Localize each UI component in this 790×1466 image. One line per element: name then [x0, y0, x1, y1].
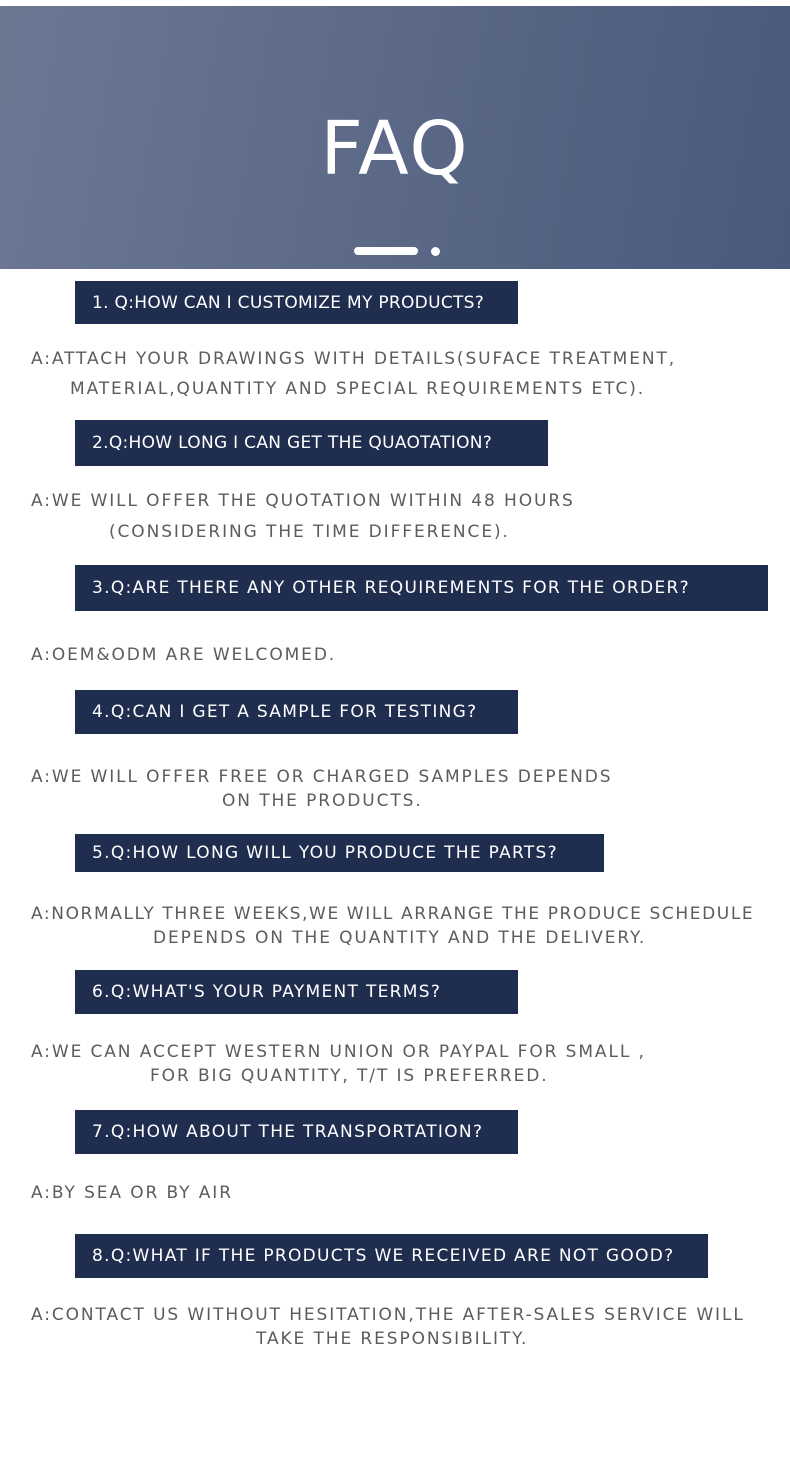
- page-title: FAQ: [320, 106, 470, 192]
- faq-question-6: 6.Q:WHAT'S YOUR PAYMENT TERMS?: [75, 970, 518, 1014]
- faq-question-5: 5.Q:HOW LONG WILL YOU PRODUCE THE PARTS?: [75, 834, 604, 872]
- faq-answer-8-line-1: A:CONTACT US WITHOUT HESITATION,THE AFTER-SALES SERVICE WILL: [31, 1305, 745, 1325]
- faq-answer-2-line-2: (CONSIDERING THE TIME DIFFERENCE).: [109, 522, 510, 542]
- faq-answer-7-line-1: A:BY SEA OR BY AIR: [31, 1183, 233, 1203]
- faq-answer-1-line-1: A:ATTACH YOUR DRAWINGS WITH DETAILS(SUFACE TREATMENT,: [31, 349, 677, 369]
- faq-answer-6-line-1: A:WE CAN ACCEPT WESTERN UNION OR PAYPAL FOR SMALL ,: [31, 1042, 646, 1062]
- faq-answer-5-line-1: A:NORMALLY THREE WEEKS,WE WILL ARRANGE THE PRODUCE SCHEDULE: [31, 904, 755, 924]
- faq-answer-4-line-1: A:WE WILL OFFER FREE OR CHARGED SAMPLES DEPENDS: [31, 767, 613, 787]
- faq-answer-4-line-2: ON THE PRODUCTS.: [222, 791, 423, 811]
- faq-answer-2-line-1: A:WE WILL OFFER THE QUOTATION WITHIN 48 HOURS: [31, 491, 575, 511]
- faq-question-1: 1. Q:HOW CAN I CUSTOMIZE MY PRODUCTS?: [75, 281, 518, 324]
- faq-question-2: 2.Q:HOW LONG I CAN GET THE QUAOTATION?: [75, 420, 548, 466]
- faq-answer-6-line-2: FOR BIG QUANTITY, T/T IS PREFERRED.: [150, 1066, 549, 1086]
- faq-question-4: 4.Q:CAN I GET A SAMPLE FOR TESTING?: [75, 690, 518, 734]
- faq-answer-5-line-2: DEPENDS ON THE QUANTITY AND THE DELIVERY.: [153, 928, 647, 948]
- banner-dash-ornament: [354, 247, 418, 255]
- faq-question-8: 8.Q:WHAT IF THE PRODUCTS WE RECEIVED ARE NOT GOOD?: [75, 1234, 708, 1278]
- faq-question-3: 3.Q:ARE THERE ANY OTHER REQUIREMENTS FOR THE ORDER?: [75, 565, 768, 611]
- faq-banner: [0, 6, 790, 269]
- faq-answer-8-line-2: TAKE THE RESPONSIBILITY.: [256, 1329, 529, 1349]
- faq-answer-3-line-1: A:OEM&ODM ARE WELCOMED.: [31, 645, 337, 665]
- faq-question-7: 7.Q:HOW ABOUT THE TRANSPORTATION?: [75, 1110, 518, 1154]
- faq-answer-1-line-2: MATERIAL,QUANTITY AND SPECIAL REQUIREMENTS ETC).: [70, 379, 646, 399]
- banner-dot-ornament: [431, 247, 440, 256]
